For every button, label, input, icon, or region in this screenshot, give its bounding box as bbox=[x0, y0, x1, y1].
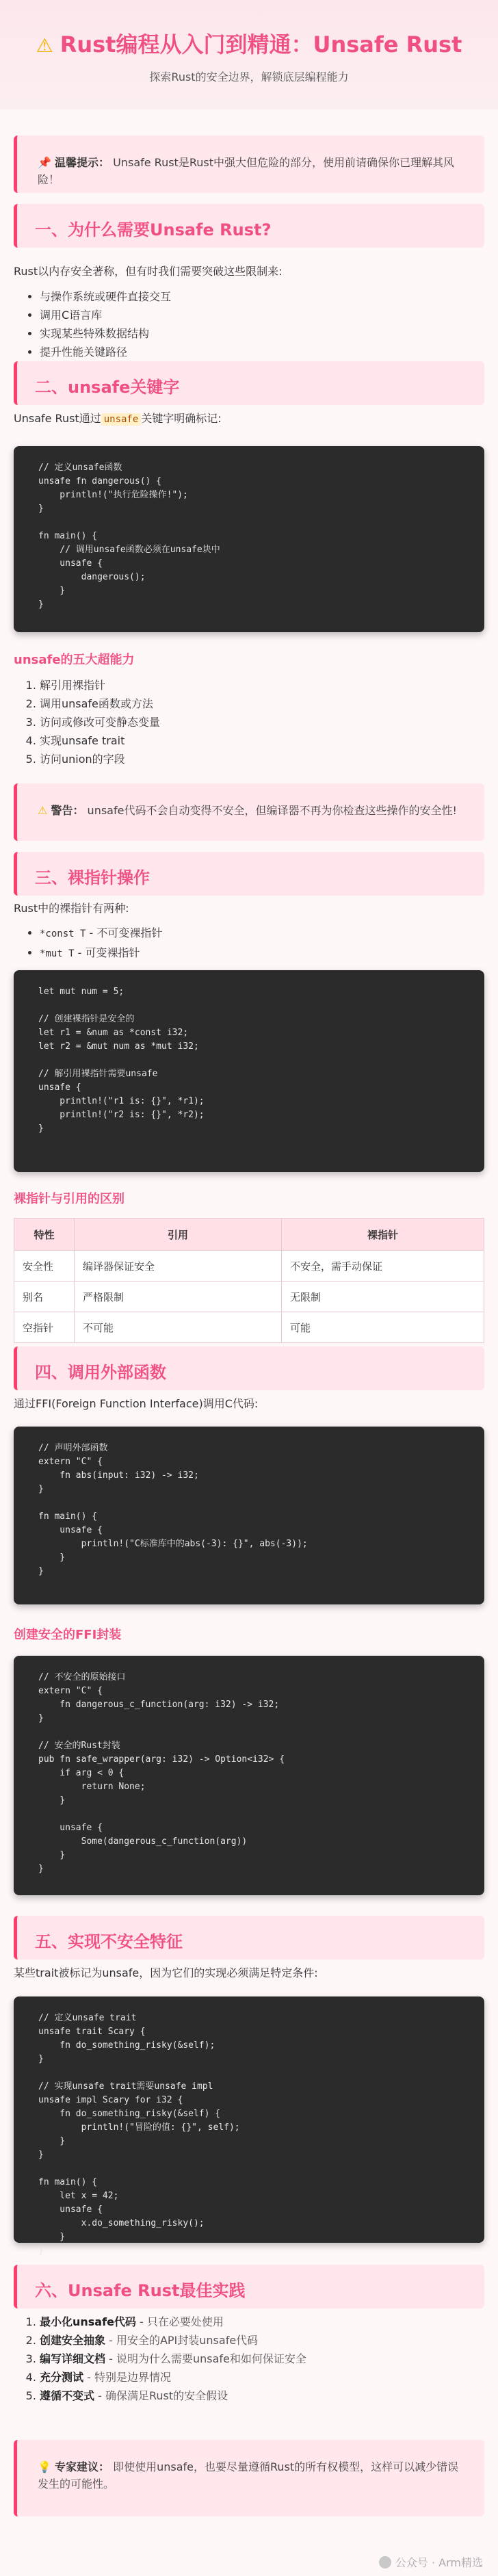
pointer-types-list bbox=[26, 924, 162, 963]
list-item: • *mut T - 可变裸指针 bbox=[40, 944, 162, 963]
table-cell: 严格限制 bbox=[75, 1282, 282, 1312]
section6-heading: 六、Unsafe Rust最佳实践 bbox=[14, 2265, 484, 2308]
tip-label: 温馨提示： bbox=[55, 156, 110, 169]
tip-callout bbox=[14, 135, 484, 193]
section1-intro: Rust以内存安全著称，但有时我们需要突破这些限制来: bbox=[14, 265, 283, 278]
table-header: 裸指针 bbox=[282, 1219, 484, 1251]
page-subtitle: 探索Rust的安全边界，解锁底层编程能力 bbox=[149, 70, 349, 83]
section4-heading: 四、调用外部函数 bbox=[14, 1346, 484, 1390]
table-cell: 空指针 bbox=[14, 1312, 75, 1343]
page-title-text: Rust编程从入门到精通：Unsafe Rust bbox=[60, 31, 462, 57]
list-item: • 实现某些特殊数据结构 bbox=[40, 324, 171, 343]
list-item: 2. 调用unsafe函数或方法 bbox=[40, 694, 160, 713]
section2-intro: Unsafe Rust通过 unsafe 关键字明确标记: bbox=[14, 412, 222, 425]
section3-subheading: 裸指针与引用的区别 bbox=[14, 1192, 124, 1206]
wechat-icon bbox=[379, 2556, 391, 2568]
table-cell: 别名 bbox=[14, 1282, 75, 1312]
expert-tip-callout bbox=[14, 2440, 484, 2516]
expert-tip-label: 专家建议： bbox=[55, 2460, 110, 2473]
section3-heading: 三、裸指针操作 bbox=[14, 852, 484, 896]
unsafe-powers-list bbox=[26, 676, 160, 768]
table-cell: 编译器保证安全 bbox=[75, 1251, 282, 1282]
list-item: 1. 最小化unsafe代码 - 只在必要处使用 bbox=[40, 2313, 306, 2331]
code-block-ffi: // 声明外部函数 extern "C" { fn abs(input: i32) -> i32; } fn main() { unsafe { println!("C标准库中的abs(-3): {}", abs(-3)); } } bbox=[14, 1427, 484, 1604]
section5-heading: 五、实现不安全特征 bbox=[14, 1916, 484, 1960]
tip-text: Unsafe Rust是Rust中强大但危险的部分，使用前请确保你已理解其风险！ bbox=[38, 156, 454, 186]
section5-intro: 某些trait被标记为unsafe，因为它们的实现必须满足特定条件: bbox=[14, 1966, 318, 1979]
code-block-unsafe-fn: // 定义unsafe函数 unsafe fn dangerous() { println!("执行危险操作!"); } fn main() { // 调用unsafe函数必须在unsafe块中 unsafe { dangerous(); } } bbox=[14, 446, 484, 632]
table-row bbox=[14, 1312, 484, 1343]
section2-heading: 二、unsafe关键字 bbox=[14, 361, 484, 405]
list-item: • 与操作系统或硬件直接交互 bbox=[40, 287, 171, 306]
section1-list bbox=[26, 287, 171, 361]
page-title bbox=[0, 27, 498, 59]
list-item: • *const T - 不可变裸指针 bbox=[40, 924, 162, 944]
section4-intro: 通过FFI(Foreign Function Interface)调用C代码: bbox=[14, 1397, 259, 1410]
code-block-raw-pointers: let mut num = 5; // 创建裸指针是安全的 let r1 = &num as *const i32; let r2 = &mut num as *mut i32; // 解引用裸指针需要unsafe unsafe { println!("r1 is: {}", *r1); println!("r2 is: {}", *r2); } bbox=[14, 970, 484, 1172]
list-item: 4. 充分测试 - 特别是边界情况 bbox=[40, 2368, 306, 2386]
list-item: 3. 访问或修改可变静态变量 bbox=[40, 713, 160, 731]
code-block-unsafe-trait: // 定义unsafe trait unsafe trait Scary { fn do_something_risky(&self); } // 实现unsafe trait需要unsafe impl unsafe impl Scary for i32 { fn do_something_risky(&self) { println!("冒险的值: {}", self); } } fn main() { let x = 42; unsafe { x.do_something_risky(); } } bbox=[14, 1996, 484, 2243]
list-item: 4. 实现unsafe trait bbox=[40, 731, 160, 750]
section1-heading: 一、为什么需要Unsafe Rust? bbox=[14, 204, 484, 248]
table-row bbox=[14, 1282, 484, 1312]
warning-icon: ⚠ bbox=[38, 804, 48, 817]
table-header: 特性 bbox=[14, 1219, 75, 1251]
watermark: 公众号 · Arm精选 bbox=[379, 2554, 483, 2570]
list-item: 3. 编写详细文档 - 说明为什么需要unsafe和如何保证安全 bbox=[40, 2350, 306, 2368]
table-cell: 安全性 bbox=[14, 1251, 75, 1282]
list-item: 5. 访问union的字段 bbox=[40, 750, 160, 768]
list-item: 2. 创建安全抽象 - 用安全的API封装unsafe代码 bbox=[40, 2331, 306, 2350]
warning-icon: ⚠ bbox=[36, 34, 53, 57]
best-practices-list bbox=[26, 2313, 306, 2405]
lightbulb-icon: 💡 bbox=[38, 2460, 51, 2473]
table-cell: 可能 bbox=[282, 1312, 484, 1343]
table-cell: 不可能 bbox=[75, 1312, 282, 1343]
list-item: • 调用C语言库 bbox=[40, 306, 171, 324]
code-block-ffi-wrapper: // 不安全的原始接口 extern "C" { fn dangerous_c_function(arg: i32) -> i32; } // 安全的Rust封装 pub fn safe_wrapper(arg: i32) -> Option<i32> { if arg < 0 { return None; } unsafe { Some(dangerous_c_function(arg)) } } bbox=[14, 1656, 484, 1895]
table-row bbox=[14, 1251, 484, 1282]
warning-label: 警告： bbox=[51, 804, 84, 817]
section3-intro: Rust中的裸指针有两种: bbox=[14, 902, 129, 915]
table-header: 引用 bbox=[75, 1219, 282, 1251]
header-banner bbox=[0, 0, 498, 109]
section4-subheading: 创建安全的FFI封装 bbox=[14, 1628, 122, 1642]
warning-callout bbox=[14, 783, 484, 841]
list-item: 1. 解引用裸指针 bbox=[40, 676, 160, 694]
pin-icon: 📌 bbox=[38, 156, 51, 169]
comparison-table bbox=[14, 1218, 484, 1343]
table-header-row bbox=[14, 1219, 484, 1251]
table-cell: 无限制 bbox=[282, 1282, 484, 1312]
list-item: • 提升性能关键路径 bbox=[40, 343, 171, 361]
section2-subheading: unsafe的五大超能力 bbox=[14, 653, 135, 667]
expert-tip-text: 即使使用unsafe，也要尽量遵循Rust的所有权模型，这样可以减少错误发生的可能性。 bbox=[38, 2460, 459, 2490]
list-item: 5. 遵循不变式 - 确保满足Rust的安全假设 bbox=[40, 2386, 306, 2405]
table-cell: 不安全，需手动保证 bbox=[282, 1251, 484, 1282]
unsafe-keyword: unsafe bbox=[101, 413, 142, 426]
warning-text: unsafe代码不会自动变得不安全，但编译器不再为你检查这些操作的安全性! bbox=[87, 804, 457, 817]
